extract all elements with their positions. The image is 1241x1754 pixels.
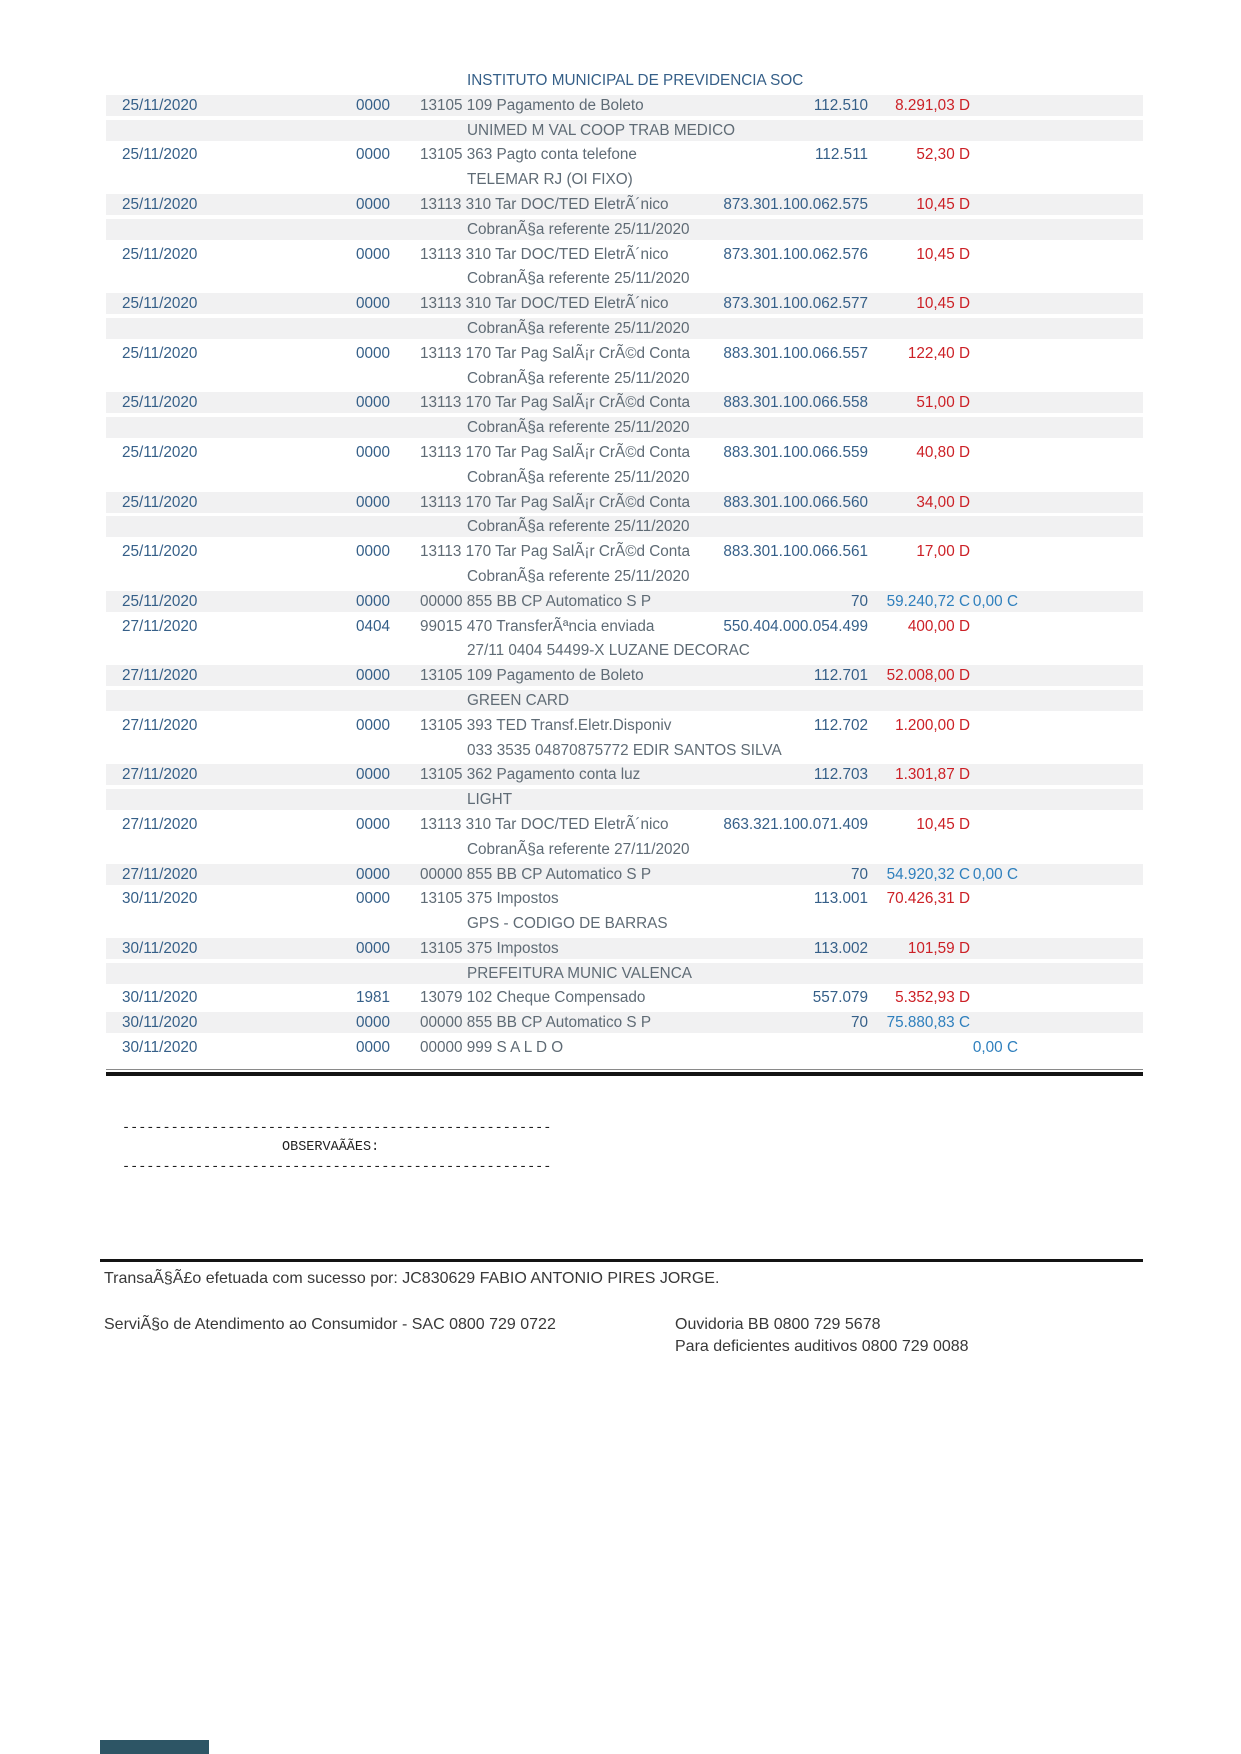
transaction-row bbox=[106, 1037, 1143, 1058]
transaction-value: 5.352,93 D bbox=[895, 989, 970, 1007]
transaction-detail-text: PREFEITURA MUNIC VALENCA bbox=[467, 964, 692, 982]
transaction-detail-row bbox=[106, 839, 1143, 860]
transaction-value: 122,40 D bbox=[907, 344, 970, 362]
transaction-description: 13113 170 Tar Pag SalÃ¡r CrÃ©d Conta bbox=[420, 543, 691, 561]
transaction-detail-text: 033 3535 04870875772 EDIR SANTOS SILVA bbox=[467, 741, 782, 759]
transaction-value: 400,00 D bbox=[907, 617, 970, 635]
transaction-date: 27/11/2020 bbox=[122, 617, 198, 635]
transaction-document-number: 70 bbox=[850, 865, 868, 883]
transaction-agency-code: 0000 bbox=[356, 245, 391, 263]
transaction-agency-code: 0000 bbox=[356, 295, 391, 313]
transaction-date: 27/11/2020 bbox=[122, 865, 198, 883]
transaction-date: 30/11/2020 bbox=[122, 939, 198, 957]
transaction-date: 25/11/2020 bbox=[122, 295, 198, 313]
transaction-detail-row bbox=[106, 640, 1143, 661]
transaction-row bbox=[106, 95, 1143, 116]
transaction-date: 25/11/2020 bbox=[122, 146, 198, 164]
transaction-value: 10,45 D bbox=[916, 815, 970, 833]
table-bottom-rule-thick bbox=[106, 1072, 1143, 1076]
transaction-row bbox=[106, 616, 1143, 637]
transaction-description: 13113 310 Tar DOC/TED EletrÃ´nico bbox=[420, 815, 669, 833]
statement-table bbox=[106, 70, 1143, 1062]
transaction-value: 10,45 D bbox=[916, 245, 970, 263]
transaction-date: 25/11/2020 bbox=[122, 245, 198, 263]
transaction-detail-row bbox=[106, 516, 1143, 537]
ouvidoria-phone-text: Ouvidoria BB 0800 729 5678 bbox=[675, 1316, 881, 1333]
transaction-row bbox=[106, 591, 1143, 612]
transaction-row bbox=[106, 194, 1143, 215]
transaction-description: 13105 363 Pagto conta telefone bbox=[420, 146, 637, 164]
transaction-row bbox=[106, 343, 1143, 364]
transaction-date: 25/11/2020 bbox=[122, 592, 198, 610]
transaction-detail-text: 27/11 0404 54499-X LUZANE DECORAC bbox=[467, 642, 750, 660]
sac-phone-text: ServiÃ§o de Atendimento ao Consumidor - SAC 0800 729 0722 bbox=[104, 1316, 556, 1333]
transaction-document-number: 873.301.100.062.577 bbox=[723, 295, 868, 313]
transaction-date: 30/11/2020 bbox=[122, 890, 198, 908]
transaction-description: 13113 310 Tar DOC/TED EletrÃ´nico bbox=[420, 295, 669, 313]
transaction-detail-text: LIGHT bbox=[467, 791, 513, 809]
transaction-description: 13105 362 Pagamento conta luz bbox=[420, 766, 641, 784]
transaction-description: 13105 393 TED Transf.Eletr.Disponiv bbox=[420, 716, 672, 734]
transaction-agency-code: 0000 bbox=[356, 766, 391, 784]
transaction-detail-text: TELEMAR RJ (OI FIXO) bbox=[467, 171, 633, 189]
transaction-detail-row bbox=[106, 120, 1143, 141]
transaction-value: 52.008,00 D bbox=[886, 667, 970, 685]
hearing-impaired-phone-text: Para deficientes auditivos 0800 729 0088 bbox=[675, 1338, 969, 1355]
transaction-agency-code: 0000 bbox=[356, 543, 391, 561]
transaction-description: 00000 855 BB CP Automatico S P bbox=[420, 865, 652, 883]
transaction-date: 27/11/2020 bbox=[122, 766, 198, 784]
transaction-detail-row bbox=[106, 318, 1143, 339]
transaction-agency-code: 1981 bbox=[356, 989, 391, 1007]
transaction-agency-code: 0000 bbox=[356, 1039, 391, 1057]
transaction-agency-code: 0000 bbox=[356, 195, 391, 213]
transaction-row bbox=[106, 888, 1143, 909]
next-page-edge-fragment bbox=[100, 1740, 209, 1754]
transaction-document-number: 873.301.100.062.576 bbox=[723, 245, 868, 263]
transaction-row bbox=[106, 864, 1143, 885]
transaction-agency-code: 0000 bbox=[356, 344, 391, 362]
transaction-agency-code: 0000 bbox=[356, 96, 391, 114]
transaction-detail-row bbox=[106, 368, 1143, 389]
transaction-document-number: 883.301.100.066.561 bbox=[723, 543, 868, 561]
transaction-date: 25/11/2020 bbox=[122, 493, 198, 511]
transaction-agency-code: 0404 bbox=[356, 617, 391, 635]
transaction-detail-row bbox=[106, 169, 1143, 190]
transaction-detail-row bbox=[106, 963, 1143, 984]
transaction-value: 1.301,87 D bbox=[895, 766, 970, 784]
transaction-date: 25/11/2020 bbox=[122, 543, 198, 561]
transaction-document-number: 873.301.100.062.575 bbox=[723, 195, 868, 213]
transaction-date: 25/11/2020 bbox=[122, 195, 198, 213]
footer-top-rule bbox=[100, 1259, 1143, 1262]
transaction-document-number: 550.404.000.054.499 bbox=[723, 617, 868, 635]
transaction-value: 1.200,00 D bbox=[895, 716, 970, 734]
transaction-date: 25/11/2020 bbox=[122, 443, 198, 461]
transaction-agency-code: 0000 bbox=[356, 592, 391, 610]
transaction-date: 27/11/2020 bbox=[122, 667, 198, 685]
transaction-agency-code: 0000 bbox=[356, 146, 391, 164]
transaction-row bbox=[106, 244, 1143, 265]
transaction-description: 13113 170 Tar Pag SalÃ¡r CrÃ©d Conta bbox=[420, 394, 691, 412]
transaction-agency-code: 0000 bbox=[356, 815, 391, 833]
transaction-detail-text: CobranÃ§a referente 25/11/2020 bbox=[467, 319, 690, 337]
transaction-value: 59.240,72 C bbox=[886, 592, 970, 610]
transaction-detail-row bbox=[106, 417, 1143, 438]
transaction-description: 13113 310 Tar DOC/TED EletrÃ´nico bbox=[420, 195, 669, 213]
transaction-detail-row bbox=[106, 219, 1143, 240]
transaction-date: 30/11/2020 bbox=[122, 1014, 198, 1032]
transaction-detail-text: GPS - CODIGO DE BARRAS bbox=[467, 915, 668, 933]
transaction-document-number: 112.702 bbox=[813, 716, 868, 734]
transaction-description: 13105 109 Pagamento de Boleto bbox=[420, 667, 644, 685]
transaction-description: 13113 170 Tar Pag SalÃ¡r CrÃ©d Conta bbox=[420, 344, 691, 362]
transaction-description: 00000 999 S A L D O bbox=[420, 1039, 564, 1057]
transaction-row bbox=[106, 987, 1143, 1008]
transaction-row bbox=[106, 442, 1143, 463]
transaction-row bbox=[106, 814, 1143, 835]
transaction-description: 00000 855 BB CP Automatico S P bbox=[420, 1014, 652, 1032]
transaction-secondary-balance: 0,00 C bbox=[972, 592, 1018, 610]
transaction-detail-text: CobranÃ§a referente 25/11/2020 bbox=[467, 270, 690, 288]
transaction-row bbox=[106, 293, 1143, 314]
transaction-agency-code: 0000 bbox=[356, 443, 391, 461]
transaction-document-number: 112.510 bbox=[813, 96, 868, 114]
transaction-agency-code: 0000 bbox=[356, 865, 391, 883]
transaction-detail-text: UNIMED M VAL COOP TRAB MEDICO bbox=[467, 121, 736, 139]
transaction-confirmation-text: TransaÃ§Ã£o efetuada com sucesso por: JC830629 FABIO ANTONIO PIRES JORGE. bbox=[104, 1270, 720, 1287]
transaction-row bbox=[106, 492, 1143, 513]
transaction-agency-code: 0000 bbox=[356, 890, 391, 908]
transaction-document-number: 883.301.100.066.559 bbox=[723, 443, 868, 461]
transaction-detail-row bbox=[106, 690, 1143, 711]
transaction-detail-text: CobranÃ§a referente 25/11/2020 bbox=[467, 567, 690, 585]
transaction-row bbox=[106, 1012, 1143, 1033]
transaction-description: 13105 375 Impostos bbox=[420, 939, 559, 957]
transaction-detail-row bbox=[106, 467, 1143, 488]
transaction-row bbox=[106, 715, 1143, 736]
transaction-document-number: 113.001 bbox=[813, 890, 868, 908]
transaction-value: 101,59 D bbox=[907, 939, 970, 957]
transaction-detail-text: CobranÃ§a referente 27/11/2020 bbox=[467, 840, 690, 858]
transaction-agency-code: 0000 bbox=[356, 1014, 391, 1032]
transaction-document-number: 863.321.100.071.409 bbox=[723, 815, 868, 833]
transaction-document-number: 557.079 bbox=[812, 989, 868, 1007]
transaction-secondary-balance: 0,00 C bbox=[972, 1039, 1018, 1057]
transaction-date: 25/11/2020 bbox=[122, 394, 198, 412]
transaction-value: 10,45 D bbox=[916, 195, 970, 213]
transaction-document-number: 70 bbox=[850, 1014, 868, 1032]
transaction-detail-text: GREEN CARD bbox=[467, 691, 569, 709]
statement-header-line bbox=[106, 70, 1143, 91]
transaction-document-number: 112.511 bbox=[814, 146, 868, 164]
transaction-date: 27/11/2020 bbox=[122, 815, 198, 833]
transaction-row bbox=[106, 764, 1143, 785]
transaction-document-number: 113.002 bbox=[813, 939, 868, 957]
transaction-detail-text: CobranÃ§a referente 25/11/2020 bbox=[467, 369, 690, 387]
transaction-detail-text: INSTITUTO MUNICIPAL DE PREVIDENCIA SOC bbox=[467, 72, 804, 89]
observations-dashed-line-top: ----------------------------------------------------- bbox=[122, 1121, 552, 1136]
transaction-value: 34,00 D bbox=[916, 493, 970, 511]
transaction-value: 70.426,31 D bbox=[886, 890, 970, 908]
transaction-document-number: 112.701 bbox=[813, 667, 868, 685]
transaction-document-number: 883.301.100.066.560 bbox=[723, 493, 868, 511]
transaction-value: 51,00 D bbox=[916, 394, 970, 412]
transaction-detail-row bbox=[106, 740, 1143, 761]
transaction-description: 13079 102 Cheque Compensado bbox=[420, 989, 646, 1007]
transaction-description: 13105 375 Impostos bbox=[420, 890, 559, 908]
transaction-description: 99015 470 TransferÃªncia enviada bbox=[420, 617, 655, 635]
table-bottom-rule-thin bbox=[106, 1069, 1143, 1070]
transaction-detail-text: CobranÃ§a referente 25/11/2020 bbox=[467, 468, 690, 486]
transaction-value: 8.291,03 D bbox=[895, 96, 970, 114]
transaction-detail-row bbox=[106, 566, 1143, 587]
transaction-row bbox=[106, 144, 1143, 165]
transaction-date: 27/11/2020 bbox=[122, 716, 198, 734]
transaction-value: 10,45 D bbox=[916, 295, 970, 313]
transaction-date: 25/11/2020 bbox=[122, 96, 198, 114]
transaction-row bbox=[106, 541, 1143, 562]
transaction-agency-code: 0000 bbox=[356, 394, 391, 412]
transaction-description: 13113 170 Tar Pag SalÃ¡r CrÃ©d Conta bbox=[420, 443, 691, 461]
transaction-document-number: 883.301.100.066.558 bbox=[723, 394, 868, 412]
observations-dashed-line-bottom: ----------------------------------------------------- bbox=[122, 1160, 552, 1175]
transaction-document-number: 70 bbox=[850, 592, 868, 610]
transaction-row bbox=[106, 392, 1143, 413]
transaction-detail-row bbox=[106, 268, 1143, 289]
transaction-secondary-balance: 0,00 C bbox=[972, 865, 1018, 883]
transaction-description: 13113 170 Tar Pag SalÃ¡r CrÃ©d Conta bbox=[420, 493, 691, 511]
transaction-description: 00000 855 BB CP Automatico S P bbox=[420, 592, 652, 610]
observations-label: OBSERVAÃÃES: bbox=[282, 1140, 380, 1155]
transaction-date: 30/11/2020 bbox=[122, 989, 198, 1007]
transaction-row bbox=[106, 938, 1143, 959]
transaction-agency-code: 0000 bbox=[356, 716, 391, 734]
transaction-description: 13105 109 Pagamento de Boleto bbox=[420, 96, 644, 114]
transaction-value: 54.920,32 C bbox=[886, 865, 970, 883]
transaction-agency-code: 0000 bbox=[356, 667, 391, 685]
transaction-detail-row bbox=[106, 913, 1143, 934]
transaction-detail-row bbox=[106, 789, 1143, 810]
transaction-value: 17,00 D bbox=[916, 543, 970, 561]
transaction-agency-code: 0000 bbox=[356, 493, 391, 511]
transaction-detail-text: CobranÃ§a referente 25/11/2020 bbox=[467, 419, 690, 437]
transaction-value: 75.880,83 C bbox=[886, 1014, 970, 1032]
transaction-document-number: 112.703 bbox=[813, 766, 868, 784]
transaction-row bbox=[106, 665, 1143, 686]
transaction-detail-text: CobranÃ§a referente 25/11/2020 bbox=[467, 518, 690, 536]
transaction-agency-code: 0000 bbox=[356, 939, 391, 957]
transaction-description: 13113 310 Tar DOC/TED EletrÃ´nico bbox=[420, 245, 669, 263]
transaction-detail-text: CobranÃ§a referente 25/11/2020 bbox=[467, 220, 690, 238]
transaction-date: 30/11/2020 bbox=[122, 1039, 198, 1057]
transaction-document-number: 883.301.100.066.557 bbox=[723, 344, 868, 362]
transaction-value: 52,30 D bbox=[916, 146, 970, 164]
transaction-date: 25/11/2020 bbox=[122, 344, 198, 362]
transaction-value: 40,80 D bbox=[916, 443, 970, 461]
